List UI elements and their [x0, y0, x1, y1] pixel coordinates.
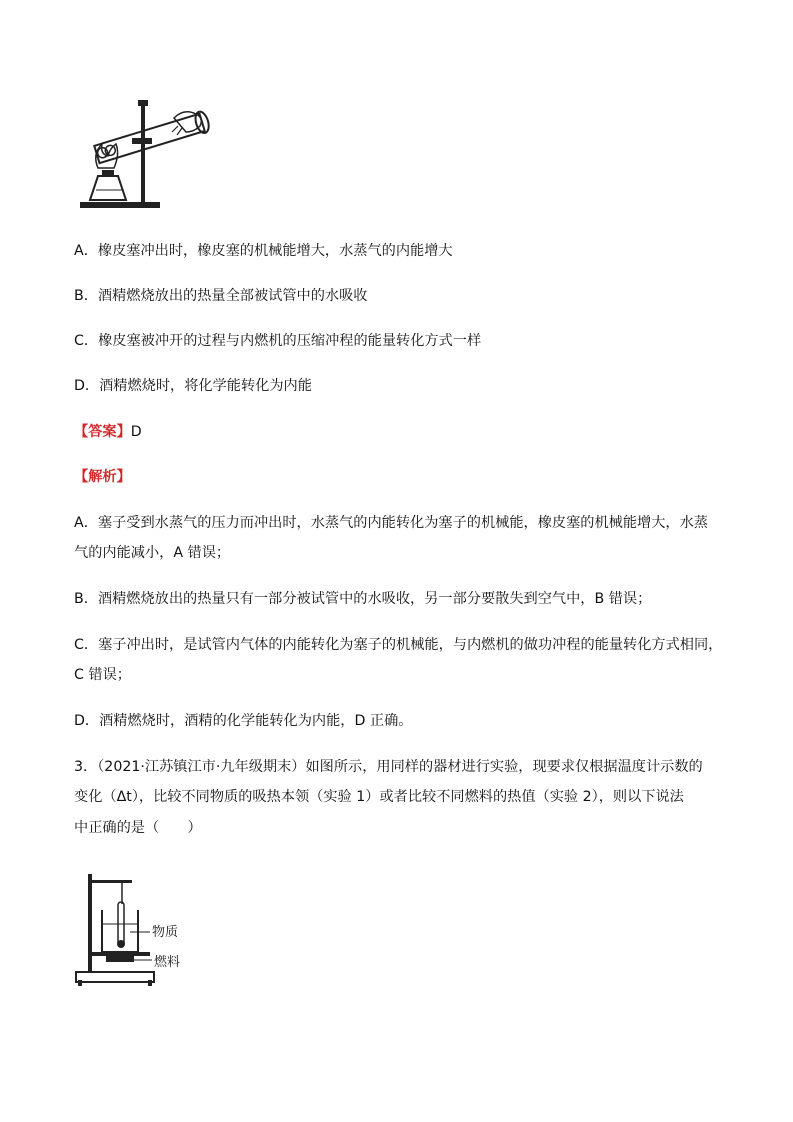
- label-fuel: 燃料: [154, 955, 181, 970]
- answer-value: D: [130, 424, 142, 440]
- analysis-a-line1: A．塞子受到水蒸气的压力而冲出时，水蒸气的内能转化为塞子的机械能，橡皮塞的机械能增大，水蒸: [74, 515, 708, 531]
- option-d: D．酒精燃烧时，将化学能转化为内能: [74, 378, 312, 394]
- answer-line: [74, 422, 734, 442]
- analysis-a-line2: 气的内能减小，A 错误；: [74, 545, 231, 561]
- question3-line1: 3．（2021·江苏镇江市·九年级期末）如图所示，用同样的器材进行实验，现要求仅根据温度计示数的: [74, 759, 703, 775]
- analysis-label: 【解析】: [74, 469, 131, 485]
- analysis-b: B．酒精燃烧放出的热量只有一部分被试管中的水吸收，另一部分要散失到空气中，B 错误；: [74, 591, 652, 607]
- label-substance: 物质: [152, 925, 179, 940]
- option-c: C．橡皮塞被冲开的过程与内燃机的压缩冲程的能量转化方式一样: [74, 333, 482, 349]
- option-a: A．橡皮塞冲出时，橡皮塞的机械能增大，水蒸气的内能增大: [74, 243, 453, 259]
- option-b: B．酒精燃烧放出的热量全部被试管中的水吸收: [74, 288, 368, 304]
- test-tube-steam-apparatus-icon: [74, 96, 224, 214]
- question3-line3: 中正确的是（ ）: [74, 820, 202, 836]
- analysis-d: D．酒精燃烧时，酒精的化学能转化为内能，D 正确。: [74, 713, 413, 729]
- analysis-c-line2: C 错误；: [74, 667, 131, 683]
- answer-label: 【答案】: [74, 424, 131, 440]
- analysis-c-line1: C．塞子冲出时，是试管内气体的内能转化为塞子的机械能，与内燃机的做功冲程的能量转化方式相同，: [74, 637, 723, 653]
- beaker-heating-apparatus-icon: [72, 868, 202, 996]
- question3-line2: 变化（Δt），比较不同物质的吸热本领（实验 1）或者比较不同燃料的热值（实验 2），则以下说法: [74, 789, 684, 805]
